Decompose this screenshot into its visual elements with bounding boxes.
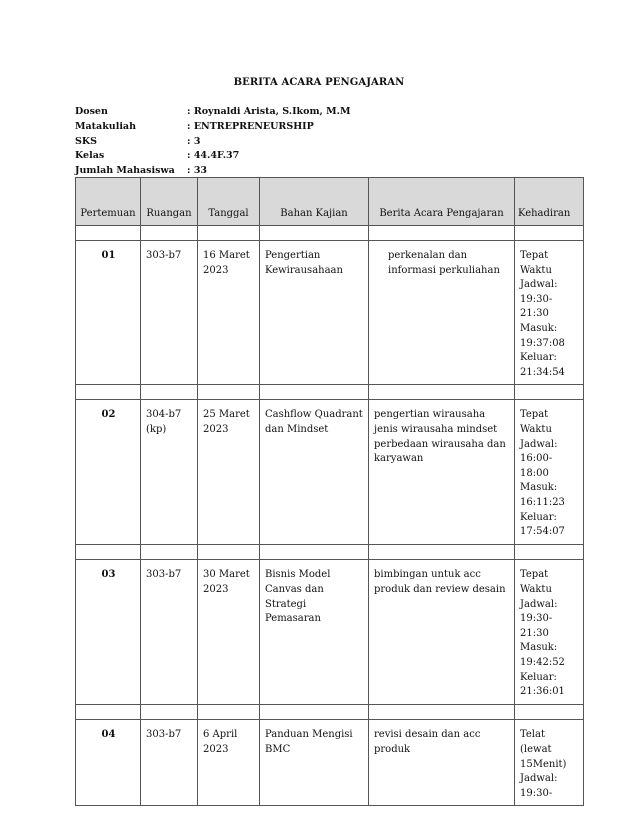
cell-berita-acara: revisi desain dan acc produk: [369, 720, 515, 806]
meta-row-matakuliah: [75, 120, 351, 135]
kehadiran-line: Jadwal:: [520, 279, 558, 291]
kehadiran-line: 21:34:54: [520, 366, 565, 378]
kehadiran-line: 18:00: [520, 467, 549, 479]
header-ruangan: Ruangan: [141, 178, 198, 226]
cell-tanggal: 6 April 2023: [198, 720, 260, 806]
cell-tanggal: 30 Maret 2023: [198, 560, 260, 705]
cell-kehadiran: [515, 560, 584, 705]
kehadiran-line: 19:30-: [520, 293, 553, 305]
header-kehadiran: Kehadiran: [515, 178, 584, 226]
cell-ruangan: 303-b7: [141, 720, 198, 806]
course-info: [75, 105, 351, 179]
header-pertemuan: Pertemuan: [76, 178, 141, 226]
kehadiran-line: 19:42:52: [520, 656, 565, 668]
cell-tanggal: 25 Maret 2023: [198, 400, 260, 545]
kehadiran-line: Keluar:: [520, 352, 557, 364]
meta-label: Kelas: [75, 150, 105, 162]
cell-bahan-kajian: Panduan Mengisi BMC: [260, 720, 369, 806]
kehadiran-line: 16:11:23: [520, 496, 565, 508]
table-header-row: [76, 178, 584, 226]
kehadiran-line: Masuk:: [520, 642, 558, 654]
meta-value: : Roynaldi Arista, S.Ikom, M.M: [187, 106, 351, 117]
table-row: [76, 560, 584, 705]
cell-bahan-kajian: Pengertian Kewirausahaan: [260, 241, 369, 385]
kehadiran-line: Masuk:: [520, 322, 558, 334]
kehadiran-line: 21:30: [520, 308, 549, 320]
kehadiran-line: Masuk:: [520, 482, 558, 494]
kehadiran-line: Tepat: [520, 569, 549, 581]
kehadiran-line: 15Menit): [520, 758, 567, 770]
meta-label: Dosen: [75, 106, 108, 117]
kehadiran-line: 19:30-: [520, 787, 553, 799]
meta-row-kelas: [75, 149, 351, 164]
cell-bahan-kajian: Cashflow Quadrant dan Mindset: [260, 400, 369, 545]
kehadiran-line: Jadwal:: [520, 773, 558, 785]
kehadiran-line: 17:54:07: [520, 526, 565, 538]
cell-berita-acara: bimbingan untuk acc produk dan review desain: [369, 560, 515, 705]
cell-kehadiran: [515, 400, 584, 545]
kehadiran-line: (lewat: [520, 743, 552, 755]
kehadiran-line: 16:00-: [520, 453, 553, 465]
kehadiran-line: Waktu: [520, 583, 552, 595]
meta-value: : 33: [187, 165, 208, 177]
cell-berita-acara: perkenalan dan informasi perkuliahan: [369, 241, 515, 385]
kehadiran-line: Telat: [520, 729, 545, 741]
cell-bahan-kajian: Bisnis Model Canvas dan Strategi Pemasaran: [260, 560, 369, 705]
kehadiran-line: 19:37:08: [520, 337, 565, 349]
meta-row-dosen: [75, 105, 351, 120]
table-row: [76, 720, 584, 806]
kehadiran-line: Waktu: [520, 264, 552, 276]
kehadiran-line: Jadwal:: [520, 438, 558, 450]
meta-value: : ENTREPRENEURSHIP: [187, 120, 314, 132]
kehadiran-line: Jadwal:: [520, 598, 558, 610]
cell-pertemuan: 02: [76, 400, 141, 545]
cell-pertemuan: 01: [76, 241, 141, 385]
cell-pertemuan: 04: [76, 720, 141, 806]
kehadiran-line: Tepat: [520, 250, 549, 261]
cell-berita-acara: pengertian wirausaha jenis wirausaha mindset perbedaan wirausaha dan karyawan: [369, 400, 515, 545]
table-spacer: [76, 705, 584, 720]
kehadiran-line: 21:36:01: [520, 686, 565, 698]
kehadiran-line: Keluar:: [520, 671, 557, 683]
kehadiran-line: 19:30-: [520, 613, 553, 625]
cell-ruangan: 303-b7: [141, 241, 198, 385]
table-spacer: [76, 545, 584, 560]
meta-label: SKS: [75, 135, 97, 147]
table-row: [76, 400, 584, 545]
table-spacer: [76, 226, 584, 241]
cell-ruangan: 304-b7 (kp): [141, 400, 198, 545]
header-bahan-kajian: Bahan Kajian: [260, 178, 369, 226]
cell-kehadiran: [515, 241, 584, 385]
kehadiran-line: Waktu: [520, 423, 552, 435]
meta-value: : 44.4F.37: [187, 150, 240, 162]
document-title: BERITA ACARA PENGAJARAN: [233, 77, 405, 88]
meta-row-sks: [75, 135, 351, 150]
cell-tanggal: 16 Maret 2023: [198, 241, 260, 385]
meta-value: : 3: [187, 135, 201, 147]
kehadiran-line: Tepat: [520, 409, 549, 421]
cell-ruangan: 303-b7: [141, 560, 198, 705]
header-tanggal: Tanggal: [198, 178, 260, 226]
teaching-log-table: [75, 177, 584, 806]
table-spacer: [76, 385, 584, 400]
meta-label: Jumlah Mahasiswa: [75, 165, 175, 177]
kehadiran-line: 21:30: [520, 627, 549, 639]
cell-pertemuan: 03: [76, 560, 141, 705]
cell-kehadiran: [515, 720, 584, 806]
table-row: [76, 241, 584, 385]
header-berita-acara: Berita Acara Pengajaran: [369, 178, 515, 226]
meta-label: Matakuliah: [75, 120, 136, 132]
kehadiran-line: Keluar:: [520, 511, 557, 523]
